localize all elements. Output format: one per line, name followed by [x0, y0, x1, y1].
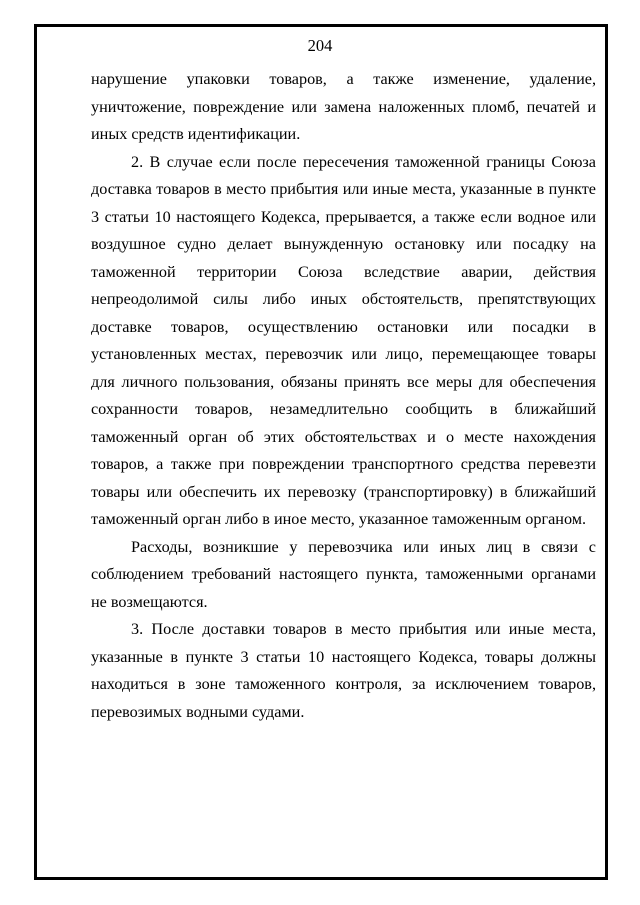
- page-number: 204: [307, 36, 333, 55]
- document-body: [91, 66, 596, 726]
- paragraph-clause-2: 2. В случае если после пересечения таможенной границы Союза доставка товаров в место прибытия или иные места, указанные в пункте 3 статьи 10 настоящего Кодекса, прерывается, а также если водное или воздушное судно делает вынужденную остановку или посадку на таможенной территории Союза вследствие аварии, действия непреодолимой силы либо иных обстоятельств, препятствующих доставке товаров, осуществлению остановки или посадки в установленных местах, перевозчик или лицо, перемещающее товары для личного пользования, обязаны принять все меры для обеспечения сохранности товаров, незамедлительно сообщить в ближайший таможенный орган об этих обстоятельствах и о месте нахождения товаров, а также при повреждении транспортного средства перевезти товары или обеспечить их перевозку (транспортировку) в ближайший таможенный орган либо в иное место, указанное таможенным органом.: [91, 152, 596, 528]
- paragraph-continuation: нарушение упаковки товаров, а также изменение, удаление, уничтожение, повреждение или замена наложенных пломб, печатей и иных средств идентификации.: [91, 70, 596, 143]
- paragraph-clause-3: 3. После доставки товаров в место прибытия или иные места, указанные в пункте 3 статьи 10 настоящего Кодекса, товары должны находиться в зоне таможенного контроля, за исключением товаров, перевозимых водными судами.: [91, 620, 596, 721]
- paragraph-expenses: Расходы, возникшие у перевозчика или иных лиц в связи с соблюдением требований настоящего пункта, таможенными органами не возмещаются.: [91, 537, 596, 611]
